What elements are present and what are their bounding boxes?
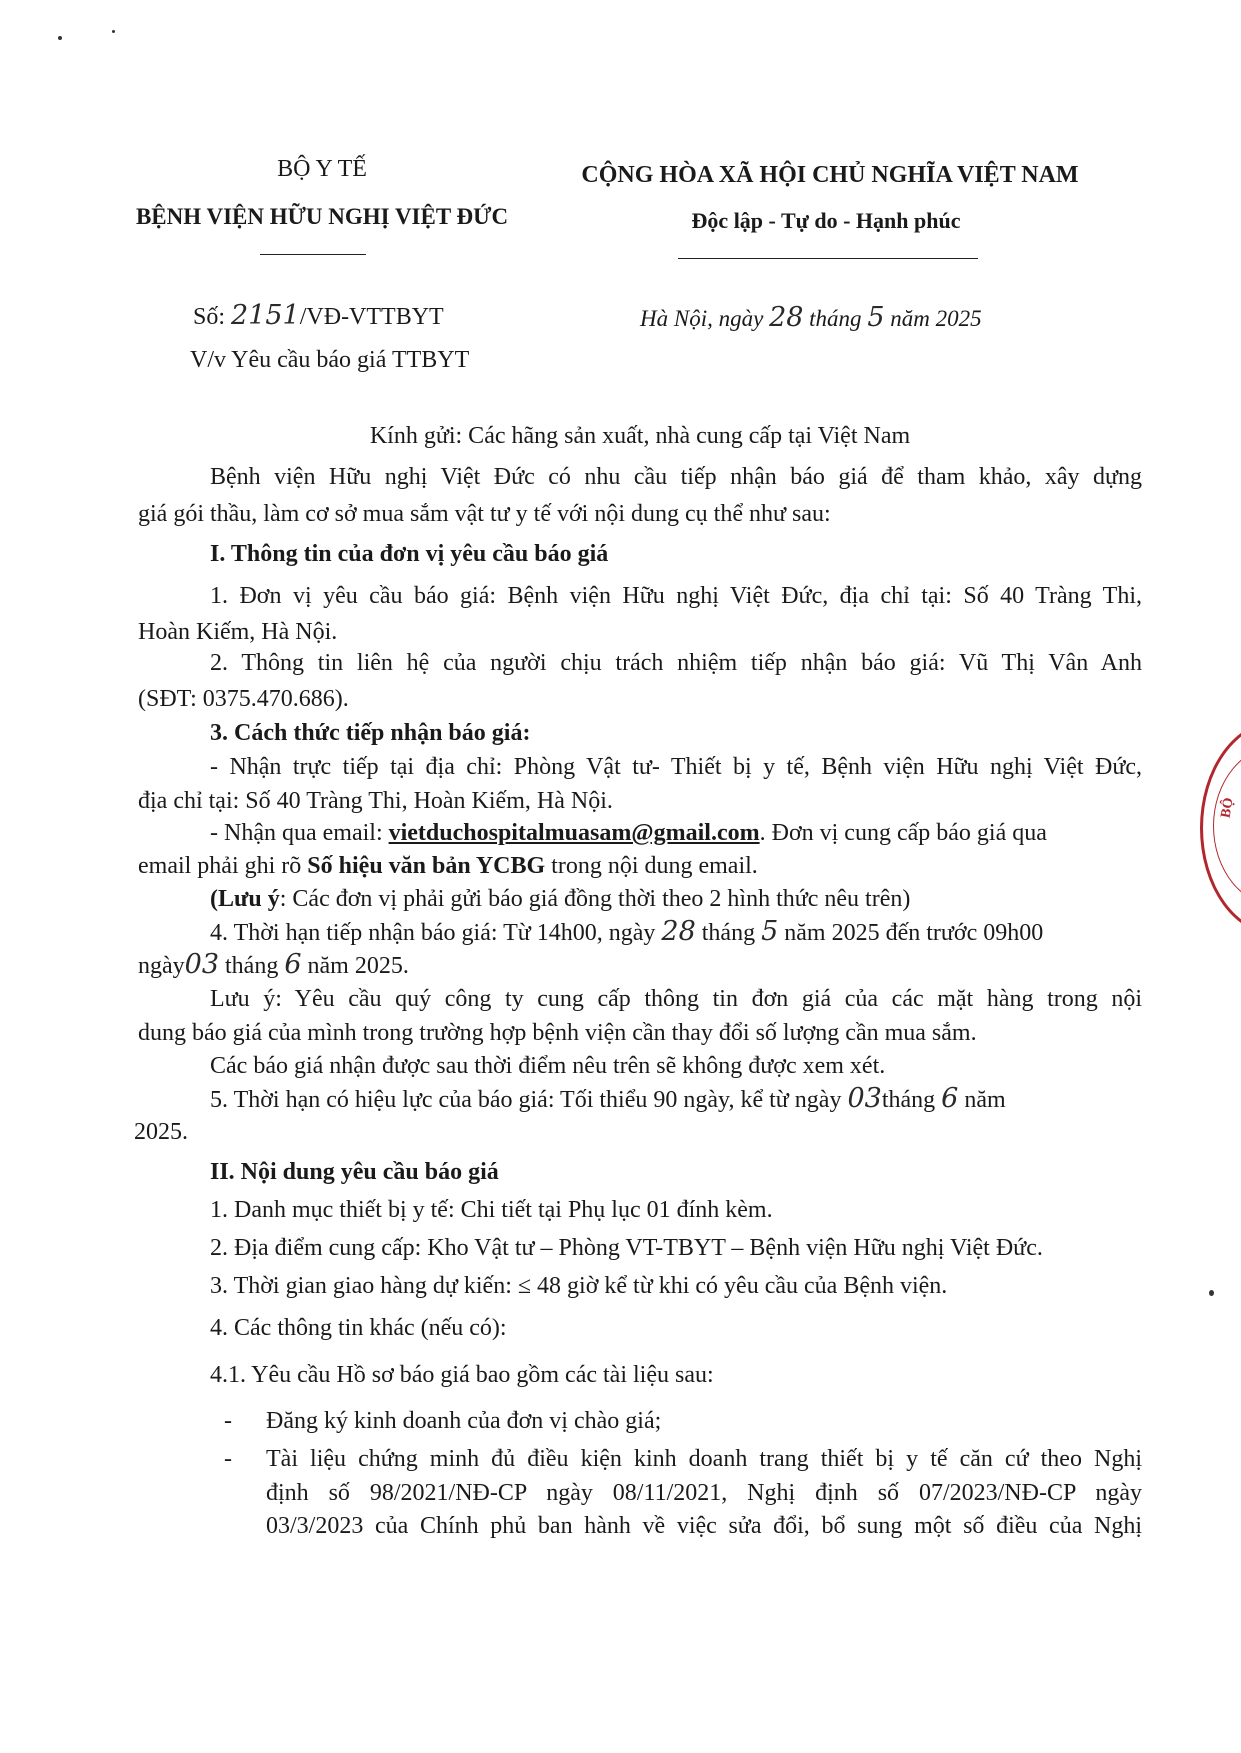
email-link[interactable]: vietduchospitalmuasam@gmail.com: [388, 820, 760, 846]
scan-speck: [112, 30, 115, 33]
item-5-a-1: 5. Thời hạn có hiệu lực của báo giá: Tối thiểu 90 ngày, kể từ ngày: [210, 1087, 842, 1113]
item-5-hand-day: 03: [847, 1083, 882, 1114]
section-2-item-4-1: 4.1. Yêu cầu Hồ sơ báo giá bao gồm các tài liệu sau:: [210, 1362, 714, 1388]
email-b-bold: Số hiệu văn bản YCBG: [307, 853, 546, 879]
date-year: năm 2025: [890, 306, 982, 331]
document-subject: V/v Yêu cầu báo giá TTBYT: [190, 347, 470, 373]
note-line: [210, 881, 910, 917]
item-4-hand-month2: 6: [284, 949, 302, 980]
note-label: (Lưu ý: [210, 886, 280, 912]
item-5-hand-month: 6: [941, 1083, 959, 1114]
doc-number-prefix: Số:: [193, 304, 226, 330]
item-3-email-b: [138, 848, 758, 884]
item-3-title: 3. Cách thức tiếp nhận báo giá:: [210, 720, 531, 746]
section-2-item-4: 4. Các thông tin khác (nếu có):: [210, 1315, 507, 1341]
date-month-word: tháng: [809, 306, 862, 331]
note-text: : Các đơn vị phải gửi báo giá đồng thời theo 2 hình thức nêu trên): [279, 886, 911, 912]
scan-speck: [58, 36, 62, 40]
item-4-b-2: tháng: [225, 953, 279, 979]
document-number: [193, 300, 444, 331]
item-2-line-a: 2. Thông tin liên hệ của người chịu trách nhiệm tiếp nhận báo giá: Vũ Thị Vân Anh: [210, 650, 1142, 676]
scan-speck: [1209, 1290, 1214, 1296]
item-5-line-b: 2025.: [134, 1119, 188, 1145]
hospital-name: BỆNH VIỆN HỮU NGHỊ VIỆT ĐỨC: [135, 204, 509, 229]
item-5-a-3: năm: [964, 1087, 1006, 1113]
section-2-item-1: 1. Danh mục thiết bị y tế: Chi tiết tại Phụ lục 01 đính kèm.: [210, 1197, 773, 1223]
item-1-line-b: Hoàn Kiếm, Hà Nội.: [138, 619, 338, 645]
item-4-hand-day2: 03: [184, 949, 220, 980]
section-2-item-3: 3. Thời gian giao hàng dự kiến: ≤ 48 giờ kể từ khi có yêu cầu của Bệnh viện.: [210, 1273, 948, 1299]
bullet-dash: -: [224, 1446, 232, 1472]
item-4-a-3: năm 2025 đến trước 09h00: [784, 920, 1044, 946]
national-motto: Độc lập - Tự do - Hạnh phúc: [691, 208, 961, 233]
note-2-line-b: dung báo giá của mình trong trường hợp bệnh viện cần thay đổi số lượng cần mua sắm.: [138, 1020, 977, 1046]
item-4-a-1: 4. Thời hạn tiếp nhận báo giá: Từ 14h00, ngày: [210, 920, 656, 946]
item-1-line-a: 1. Đơn vị yêu cầu báo giá: Bệnh viện Hữu nghị Việt Đức, địa chỉ tại: Số 40 Tràng Thi,: [210, 583, 1142, 609]
date-month-handwritten: 5: [867, 302, 885, 333]
bullet-2-line-b: định số 98/2021/NĐ-CP ngày 08/11/2021, Nghị định số 07/2023/NĐ-CP ngày: [266, 1480, 1142, 1506]
bullet-dash: -: [224, 1408, 232, 1434]
email-prefix: - Nhận qua email:: [210, 820, 389, 846]
item-3-direct-a: - Nhận trực tiếp tại địa chỉ: Phòng Vật tư- Thiết bị y tế, Bệnh viện Hữu nghị Việt Đức,: [210, 754, 1142, 780]
greeting: Kính gửi: Các hãng sản xuất, nhà cung cấp tại Việt Nam: [369, 423, 911, 449]
item-4-hand-month: 5: [761, 916, 779, 947]
doc-number-suffix: /VĐ-VTTBYT: [299, 304, 444, 330]
note-2-line-a: Lưu ý: Yêu cầu quý công ty cung cấp thông tin đơn giá của các mặt hàng trong nội: [210, 986, 1142, 1012]
item-4-b-1: ngày: [138, 953, 185, 979]
section-2-title: II. Nội dung yêu cầu báo giá: [210, 1159, 499, 1185]
bullet-2-line-a: Tài liệu chứng minh đủ điều kiện kinh doanh trang thiết bị y tế căn cứ theo Nghị: [266, 1446, 1142, 1472]
section-1-title: I. Thông tin của đơn vị yêu cầu báo giá: [210, 541, 609, 567]
intro-line-1: Bệnh viện Hữu nghị Việt Đức có nhu cầu tiếp nhận báo giá để tham khảo, xây dựng: [210, 464, 1142, 490]
bullet-2-line-c: 03/3/2023 của Chính phủ ban hành về việc sửa đổi, bổ sung một số điều của Nghị: [266, 1513, 1142, 1539]
item-5-a-2: tháng: [881, 1087, 936, 1113]
item-4-hand-day: 28: [661, 916, 696, 947]
intro-line-2: giá gói thầu, làm cơ sở mua sắm vật tư y tế với nội dung cụ thể như sau:: [138, 501, 831, 527]
email-suffix: . Đơn vị cung cấp báo giá qua: [759, 820, 1047, 846]
bullet-1: Đăng ký kinh doanh của đơn vị chào giá;: [266, 1408, 662, 1434]
item-2-line-b: (SĐT: 0375.470.686).: [138, 686, 349, 712]
item-4-line-a: [210, 914, 1043, 951]
item-3-direct-b: địa chỉ tại: Số 40 Tràng Thi, Hoàn Kiếm, Hà Nội.: [138, 788, 613, 814]
ministry-name: BỘ Y TẾ: [277, 156, 367, 182]
official-stamp-text: BỘ: [1218, 796, 1237, 820]
email-b-prefix: email phải ghi rõ: [138, 853, 308, 879]
item-5-line-a: [210, 1081, 1006, 1118]
date-day-handwritten: 28: [769, 302, 804, 333]
doc-number-handwritten: 2151: [231, 300, 300, 331]
item-4-a-2: tháng: [701, 920, 756, 946]
note-3: Các báo giá nhận được sau thời điểm nêu trên sẽ không được xem xét.: [210, 1053, 886, 1079]
date-place: Hà Nội, ngày: [640, 306, 764, 331]
item-4-line-b: [138, 947, 409, 984]
item-4-b-3: năm 2025.: [307, 953, 409, 979]
date-line: [640, 302, 982, 333]
email-b-suffix: trong nội dung email.: [545, 853, 758, 879]
header-right-divider: [678, 258, 978, 259]
header-left-divider: [260, 254, 366, 255]
country-name: CỘNG HÒA XÃ HỘI CHỦ NGHĨA VIỆT NAM: [581, 162, 1079, 188]
section-2-item-2: 2. Địa điểm cung cấp: Kho Vật tư – Phòng VT-TBYT – Bệnh viện Hữu nghị Việt Đức.: [210, 1235, 1043, 1261]
item-3-email-a: [210, 815, 1047, 851]
